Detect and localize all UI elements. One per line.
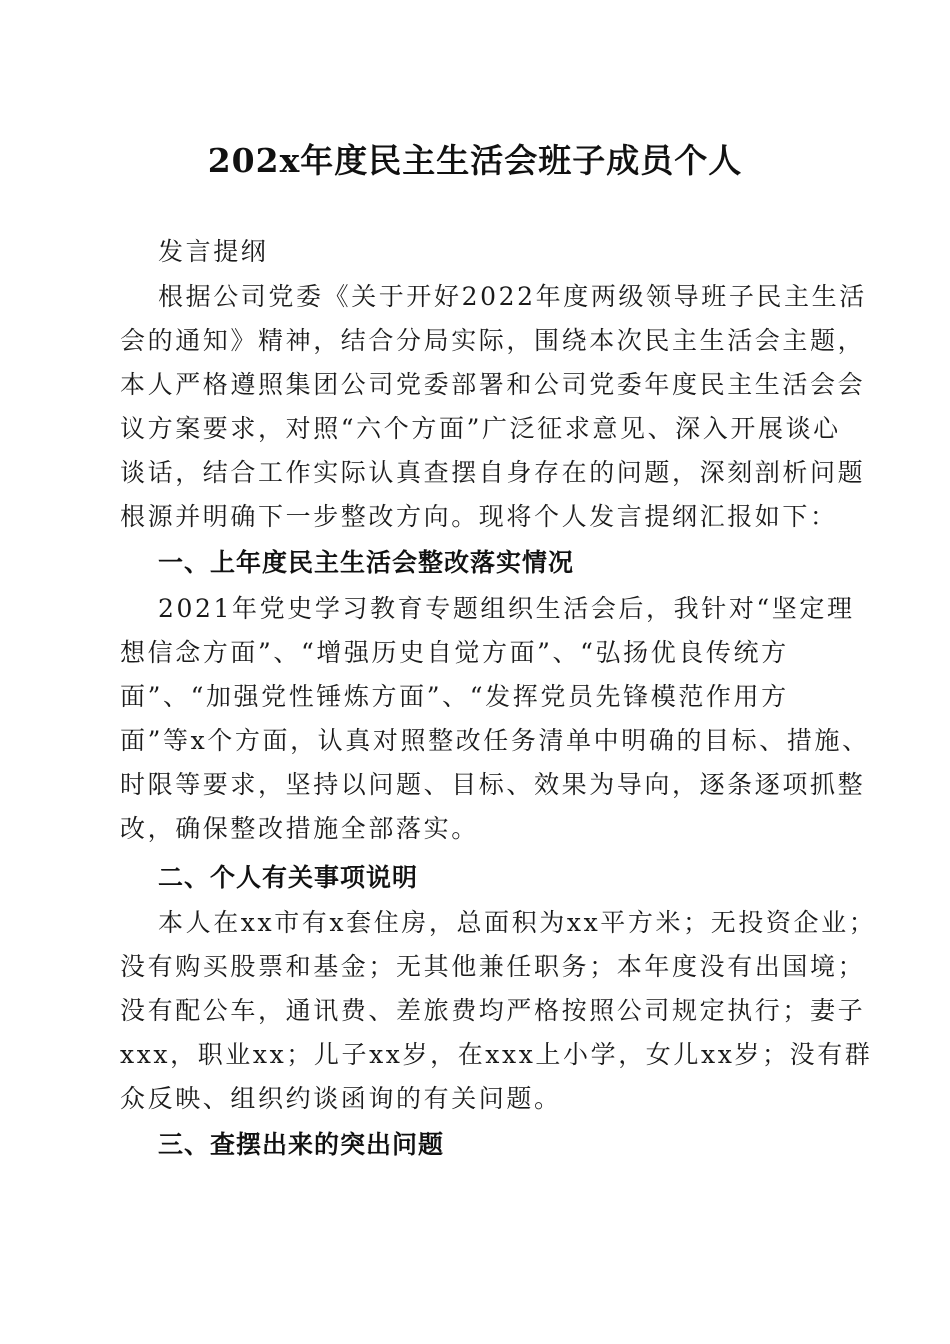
section2-line: xxx，职业xx；儿子xx岁，在xxx上小学，女儿xx岁；没有群 <box>120 1040 873 1069</box>
intro-line: 根源并明确下一步整改方向。现将个人发言提纲汇报如下： <box>120 502 838 531</box>
document-title: 202x年度民主生活会班子成员个人 <box>207 141 743 180</box>
intro-line: 根据公司党委《关于开好2022年度两级领导班子民主生活 <box>158 282 867 311</box>
section1-line: 改，确保整改措施全部落实。 <box>120 814 479 843</box>
section1-line: 想信念方面”、“增强历史自觉方面”、“弘扬优良传统方 <box>120 638 789 667</box>
section2-line: 众反映、组织约谈函询的有关问题。 <box>120 1084 562 1113</box>
section1-line: 时限等要求，坚持以问题、目标、效果为导向，逐条逐项抓整 <box>120 770 866 799</box>
section2-line: 没有配公车，通讯费、差旅费均严格按照公司规定执行；妻子 <box>120 996 866 1025</box>
section-heading: 二、个人有关事项说明 <box>158 863 419 892</box>
section2-line: 本人在xx市有x套住房，总面积为xx平方米；无投资企业； <box>158 908 877 937</box>
section1-line: 面”、“加强党性锤炼方面”、“发挥党员先锋模范作用方 <box>120 682 789 711</box>
section1-line: 2021年党史学习教育专题组织生活会后，我针对“坚定理 <box>158 594 855 623</box>
section-heading: 一、上年度民主生活会整改落实情况 <box>158 548 575 577</box>
intro-line: 会的通知》精神，结合分局实际，围绕本次民主生活会主题， <box>120 326 866 355</box>
document-subtitle: 发言提纲 <box>158 237 269 266</box>
intro-line: 谈话，结合工作实际认真查摆自身存在的问题，深刻剖析问题 <box>120 458 866 487</box>
intro-line: 本人严格遵照集团公司党委部署和公司党委年度民主生活会会 <box>120 370 866 399</box>
section-heading: 三、查摆出来的突出问题 <box>158 1130 445 1159</box>
section2-line: 没有购买股票和基金；无其他兼任职务；本年度没有出国境； <box>120 952 866 981</box>
intro-line: 议方案要求，对照“六个方面”广泛征求意见、深入开展谈心 <box>120 414 841 443</box>
section1-line: 面”等x个方面，认真对照整改任务清单中明确的目标、措施、 <box>120 726 870 755</box>
